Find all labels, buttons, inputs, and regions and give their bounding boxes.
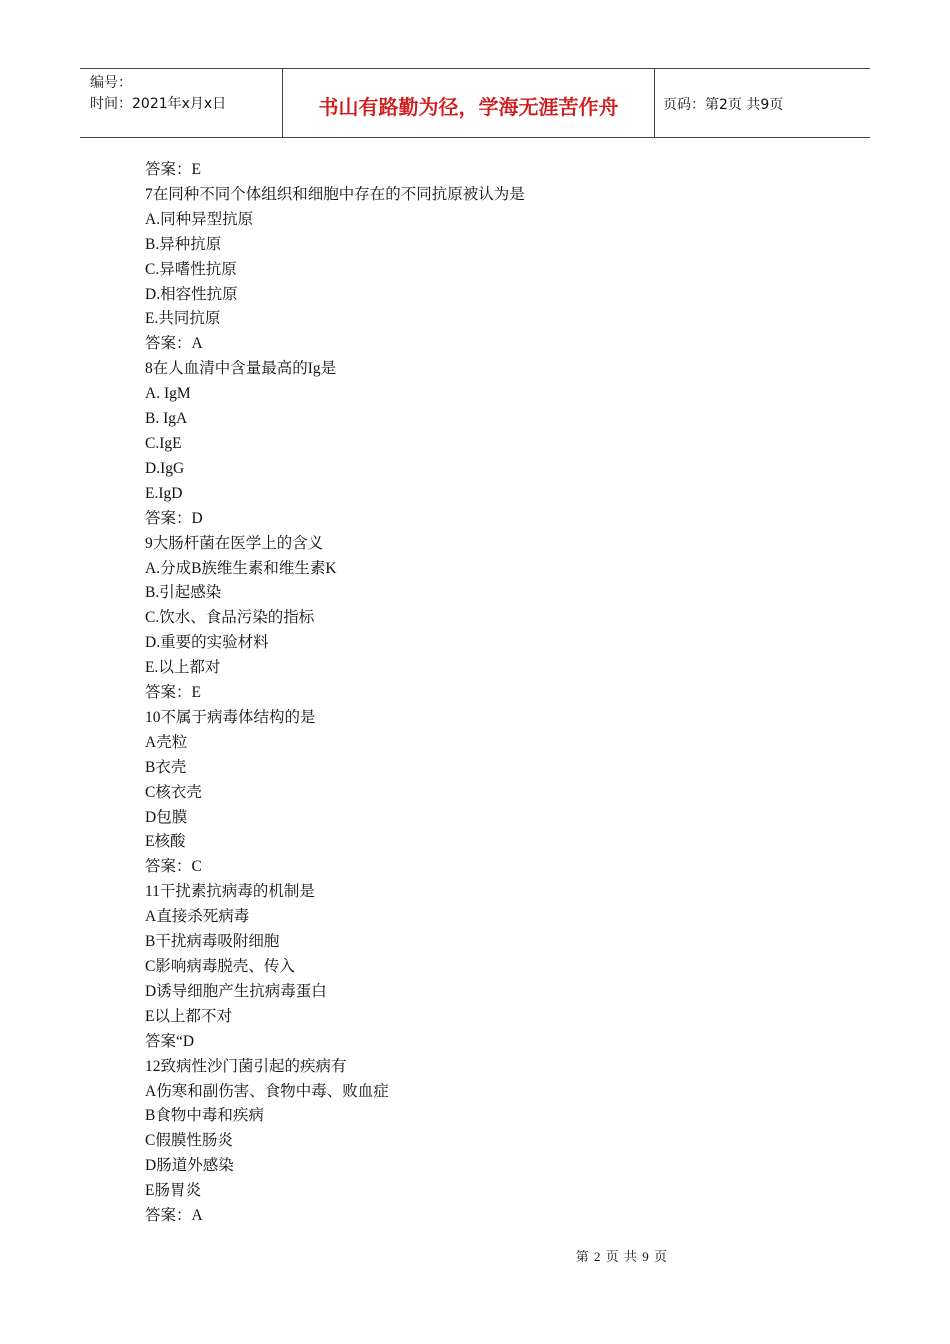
text-line: E.IgD — [145, 484, 183, 502]
text-line: 答案：C — [145, 858, 202, 876]
text-line: B.异种抗原 — [145, 235, 222, 253]
time-label: 时间：2021年x月x日 — [90, 96, 227, 112]
text-line: C.异嗜性抗原 — [145, 260, 237, 278]
text-line: 12致病性沙门菌引起的疾病有 — [145, 1057, 347, 1075]
text-line: 答案“D — [145, 1032, 195, 1050]
text-line: 7在同种不同个体组织和细胞中存在的不同抗原被认为是 — [145, 185, 525, 203]
text-line: C核衣壳 — [145, 783, 202, 801]
text-line: B干扰病毒吸附细胞 — [145, 933, 280, 951]
text-line: D.重要的实验材料 — [145, 634, 269, 652]
header-page-info: 页码：第2页 共9页 — [663, 97, 784, 113]
text-line: E肠胃炎 — [145, 1182, 201, 1200]
text-line: 10不属于病毒体结构的是 — [145, 708, 316, 726]
page-header — [80, 68, 870, 138]
text-line: E核酸 — [145, 833, 186, 851]
text-line: E.以上都对 — [145, 659, 221, 677]
text-line: A.同种异型抗原 — [145, 210, 254, 228]
header-info — [80, 69, 282, 137]
text-line: D肠道外感染 — [145, 1157, 234, 1175]
text-line: C.IgE — [145, 434, 182, 452]
text-line: C影响病毒脱壳、传入 — [145, 958, 295, 975]
text-line: D.IgG — [145, 459, 185, 477]
text-line: D.相容性抗原 — [145, 285, 238, 303]
header-motto: 书山有路勤为径，学海无涯苦作舟 — [282, 69, 655, 137]
text-line: A直接杀死病毒 — [145, 908, 250, 926]
text-line: B食物中毒和疾病 — [145, 1107, 264, 1125]
text-line: A伤寒和副伤害、食物中毒、败血症 — [145, 1082, 389, 1100]
text-line: C假膜性肠炎 — [145, 1132, 233, 1150]
text-line: 9大肠杆菌在医学上的含义 — [145, 534, 324, 552]
text-line: 答案：E — [145, 161, 201, 178]
text-line: 答案：A — [145, 335, 203, 353]
text-line: A. IgM — [145, 385, 191, 403]
page-footer: 第 2 页 共 9 页 — [575, 1249, 668, 1264]
document-body — [145, 158, 845, 1229]
text-line: B.引起感染 — [145, 584, 222, 602]
text-line: A.分成B族维生素和维生素K — [145, 559, 337, 577]
text-line: C.饮水、食品污染的指标 — [145, 609, 315, 627]
text-line: 8在人血清中含量最高的Ig是 — [145, 360, 337, 378]
text-line: 答案：E — [145, 684, 201, 702]
text-line: B衣壳 — [145, 758, 187, 776]
serial-label: 编号： — [90, 75, 132, 91]
text-line: D诱导细胞产生抗病毒蛋白 — [145, 982, 327, 1000]
text-line: 答案：A — [145, 1207, 203, 1225]
text-line: B. IgA — [145, 410, 188, 428]
text-line: D包膜 — [145, 808, 188, 826]
text-line: A壳粒 — [145, 733, 188, 751]
text-line: E以上都不对 — [145, 1007, 232, 1025]
text-line: 11干扰素抗病毒的机制是 — [145, 883, 315, 901]
text-line: 答案：D — [145, 509, 203, 527]
text-line: E.共同抗原 — [145, 310, 221, 328]
